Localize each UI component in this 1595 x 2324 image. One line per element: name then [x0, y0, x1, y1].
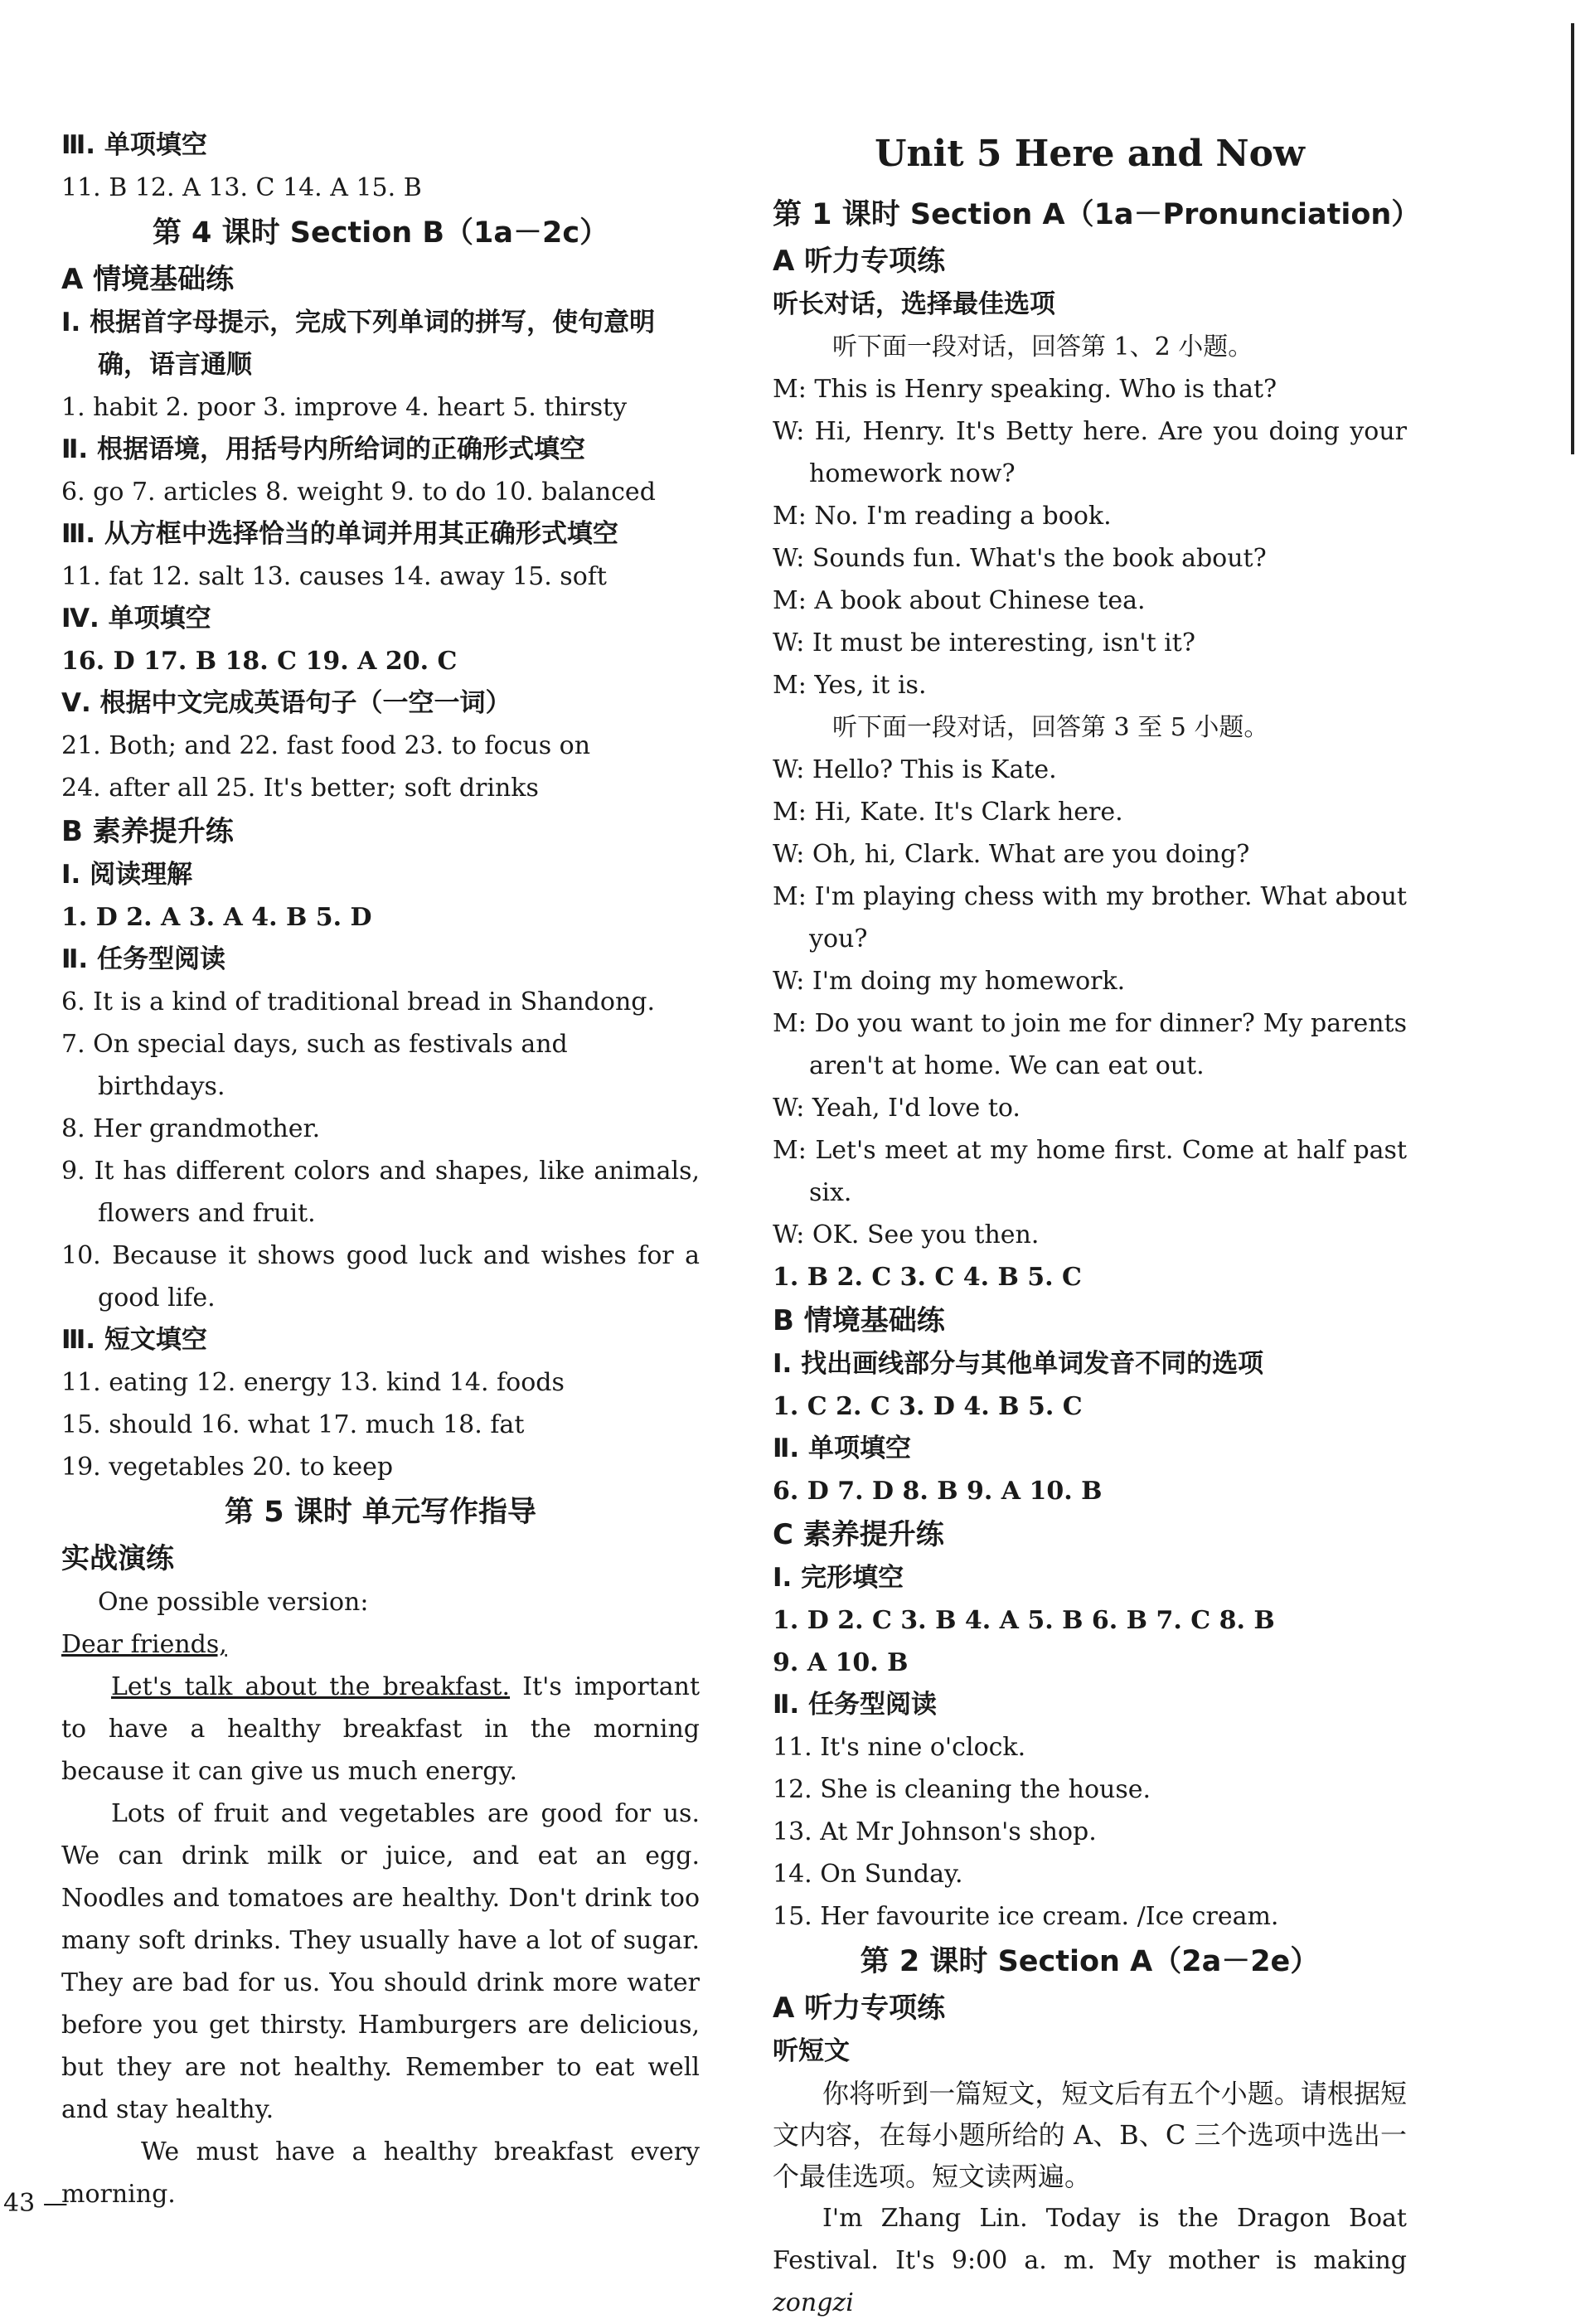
dialogue-line: M: Yes, it is. — [773, 671, 927, 700]
part-heading: A 听力专项练 — [773, 1992, 946, 2025]
answer-line: 11. B 12. A 13. C 14. A 15. B — [61, 173, 422, 202]
answer-line: 6. go 7. articles 8. weight 9. to do 10. balanced — [61, 478, 656, 507]
answer-item: 8. Her grandmother. — [61, 1114, 321, 1143]
answer-line: 16. D 17. B 18. C 19. A 20. C — [61, 647, 458, 676]
dialogue-line: M: Do you want to join me for dinner? My parents aren't at home. We can eat out. — [773, 1009, 1407, 1080]
question-heading: Ⅲ. 从方框中选择恰当的单词并用其正确形式填空 — [61, 519, 618, 549]
dialogue-intro: 听下面一段对话，回答第 1、2 小题。 — [832, 332, 1253, 361]
answer-line: 1. D 2. C 3. B 4. A 5. B 6. B 7. C 8. B — [773, 1606, 1275, 1635]
page-number: 43 — — [3, 2189, 68, 2218]
answer-line: 19. vegetables 20. to keep — [61, 1453, 394, 1482]
answer-item: 6. It is a kind of traditional bread in Shandong. — [61, 987, 656, 1016]
answer-item: 7. On special days, such as festivals and birthdays. — [61, 1030, 568, 1101]
answer-line: 15. should 16. what 17. much 18. fat — [61, 1410, 525, 1439]
answer-item: 13. At Mr Johnson's shop. — [773, 1817, 1097, 1846]
question-heading: Ⅱ. 任务型阅读 — [773, 1690, 937, 1720]
topic-sentence: Let's talk about the breakfast. — [111, 1672, 511, 1701]
lesson-title: 第 1 课时 Section A（1a－Pronunciation） — [773, 198, 1421, 231]
answer-item: 15. Her favourite ice cream. /Ice cream. — [773, 1902, 1279, 1931]
question-heading: Ⅱ. 单项填空 — [773, 1434, 911, 1463]
section-heading: Ⅲ. 单项填空 — [61, 130, 207, 160]
lesson-title: 第 2 课时 Section A（2a－2e） — [860, 1945, 1320, 1978]
dialogue-line: W: Sounds fun. What's the book about? — [773, 544, 1267, 573]
story-italic: zongzi — [773, 2288, 854, 2317]
part-heading: C 素养提升练 — [773, 1518, 944, 1551]
paragraph-text: It's important to have a healthy breakfast in the morning because it can give us much energy. — [61, 1672, 700, 1786]
lesson-title: 第 4 课时 Section B（1a－2c） — [152, 216, 609, 250]
answer-line: 9. A 10. B — [773, 1648, 909, 1677]
dialogue-line: M: A book about Chinese tea. — [773, 586, 1146, 615]
dialogue-line: W: Hello? This is Kate. — [773, 755, 1057, 784]
story-text: I'm Zhang Lin. Today is the Dragon Boat Festival. It's 9:00 a. m. My mother is making — [773, 2204, 1407, 2275]
dialogue-line: W: It must be interesting, isn't it? — [773, 628, 1195, 657]
dialogue-line: W: I'm doing my homework. — [773, 967, 1126, 996]
question-heading: Ⅰ. 阅读理解 — [61, 860, 193, 890]
dialogue-line: W: Hi, Henry. It's Betty here. Are you doing your homework now? — [773, 417, 1407, 488]
answer-line: 11. eating 12. energy 13. kind 14. foods — [61, 1368, 565, 1397]
question-heading: Ⅳ. 单项填空 — [61, 604, 211, 633]
answer-line: 24. after all 25. It's better; soft drinks — [61, 774, 539, 803]
answer-line: 21. Both; and 22. fast food 23. to focus on — [61, 731, 591, 760]
unit-title: Unit 5 Here and Now — [875, 133, 1305, 175]
dialogue-line: M: Let's meet at my home first. Come at half past six. — [773, 1136, 1407, 1207]
question-heading: Ⅰ. 根据首字母提示，完成下列单词的拼写，使句意明确，语言通顺 — [61, 308, 656, 380]
question-heading: Ⅱ. 任务型阅读 — [61, 944, 225, 974]
answer-line: 1. B 2. C 3. C 4. B 5. C — [773, 1263, 1082, 1292]
left-column — [61, 124, 700, 2215]
answer-line: 1. D 2. A 3. A 4. B 5. D — [61, 903, 372, 932]
essay-paragraph — [61, 1666, 700, 1793]
dialogue-line: M: This is Henry speaking. Who is that? — [773, 375, 1277, 404]
essay-paragraph: We must have a healthy breakfast every morning. — [61, 2137, 700, 2209]
part-heading: A 情境基础练 — [61, 263, 235, 296]
question-heading: Ⅰ. 找出画线部分与其他单词发音不同的选项 — [773, 1349, 1264, 1379]
part-heading: A 听力专项练 — [773, 245, 946, 278]
dialogue-line: M: I'm playing chess with my brother. What about you? — [773, 882, 1407, 953]
version-label: One possible version: — [98, 1588, 369, 1617]
answer-line: 11. fat 12. salt 13. causes 14. away 15. soft — [61, 562, 607, 591]
dialogue-line: M: Hi, Kate. It's Clark here. — [773, 798, 1123, 827]
dialogue-line: W: Yeah, I'd love to. — [773, 1094, 1021, 1123]
answer-line: 6. D 7. D 8. B 9. A 10. B — [773, 1477, 1103, 1506]
answer-line: 1. habit 2. poor 3. improve 4. heart 5. thirsty — [61, 393, 628, 422]
margin-rule — [1571, 23, 1574, 454]
part-heading: B 素养提升练 — [61, 815, 234, 848]
right-column — [773, 124, 1421, 2324]
part-heading: B 情境基础练 — [773, 1304, 945, 1337]
answer-item: 12. She is cleaning the house. — [773, 1775, 1151, 1804]
question-heading: Ⅲ. 短文填空 — [61, 1325, 207, 1355]
answer-item: 9. It has different colors and shapes, like animals, flowers and fruit. — [61, 1157, 700, 1228]
question-heading: Ⅰ. 完形填空 — [773, 1563, 904, 1593]
question-heading: 听短文 — [773, 2036, 850, 2066]
instruction-paragraph: 你将听到一篇短文，短文后有五个小题。请根据短文内容，在每小题所给的 A、B、C 三个选项中选出一个最佳选项。短文读两遍。 — [773, 2078, 1407, 2192]
answer-item: 10. Because it shows good luck and wishes for a good life. — [61, 1241, 700, 1312]
dialogue-intro: 听下面一段对话，回答第 3 至 5 小题。 — [832, 713, 1269, 742]
part-heading: 实战演练 — [61, 1542, 174, 1575]
answer-item: 14. On Sunday. — [773, 1860, 963, 1889]
question-heading: Ⅱ. 根据语境，用括号内所给词的正确形式填空 — [61, 434, 585, 464]
dialogue-line: W: Oh, hi, Clark. What are you doing? — [773, 840, 1250, 869]
dialogue-line: W: OK. See you then. — [773, 1220, 1040, 1249]
question-heading: 听长对话，选择最佳选项 — [773, 289, 1055, 319]
lesson-title: 第 5 课时 单元写作指导 — [225, 1496, 536, 1529]
question-heading: Ⅴ. 根据中文完成英语句子（一空一词） — [61, 688, 511, 718]
dialogue-line: M: No. I'm reading a book. — [773, 502, 1112, 531]
answer-item: 11. It's nine o'clock. — [773, 1733, 1026, 1762]
answer-line: 1. C 2. C 3. D 4. B 5. C — [773, 1392, 1083, 1421]
story-paragraph — [773, 2197, 1407, 2324]
essay-paragraph: Lots of fruit and vegetables are good for us. We can drink milk or juice, and eat an egg. Noodles and tomatoes are healthy. Don't drink too many soft drinks. They usually have a lot of sugar. They are bad for us. You should drink more water before you get thirsty. Hamburgers are delicious, but they are not healthy. Remember to eat well and stay healthy. — [61, 1799, 700, 2124]
letter-greeting: Dear friends, — [61, 1630, 227, 1659]
